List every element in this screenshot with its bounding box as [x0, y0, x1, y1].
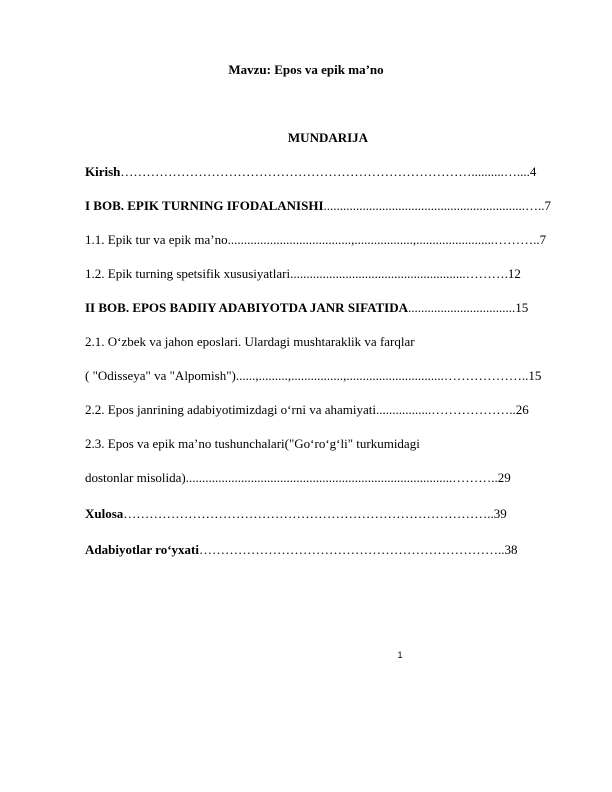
toc-entry-1-1: [85, 232, 571, 248]
toc-entry-page: 39: [493, 506, 507, 521]
toc-leader-dots: ………………………………………………………………………..........…....: [120, 164, 530, 179]
toc-leader-dots: ..............................................................…..: [323, 198, 545, 213]
toc-entry-page: 4: [529, 164, 537, 179]
toc-leader-dots: …………………………………………………………………………..: [123, 506, 494, 521]
toc-entry-1-2: [85, 266, 571, 282]
toc-entry-page: 7: [539, 232, 547, 247]
toc-entry-label: 2.1. O‘zbek va jahon eposlari. Ulardagi mushtaraklik va farqlar: [85, 334, 415, 349]
toc-entry-label: I BOB. EPIK TURNING IFODALANISHI: [85, 198, 324, 213]
toc-entry-label: dostonlar misolida): [85, 470, 186, 485]
toc-leader-dots: .................………………..: [375, 402, 516, 417]
toc-leader-dots: .................................: [408, 300, 516, 315]
toc-entry-page: 15: [528, 368, 542, 383]
toc-entry-page: 7: [544, 198, 552, 213]
toc-entry-page: 38: [504, 542, 518, 557]
toc-entry-2-3-cont: [85, 470, 571, 486]
toc-leader-dots: ..................................................................................………..: [185, 470, 498, 485]
toc-leader-dots: ......................................................……….: [290, 266, 508, 281]
toc-entry-2-1-cont: [85, 368, 571, 384]
toc-entry-label: 2.2. Epos janrining adabiyotimizdagi o‘rni va ahamiyati: [85, 402, 376, 417]
toc-entry-xulosa: [85, 506, 571, 522]
toc-entry-label: II BOB. EPOS BADIIY ADABIYOTDA JANR SIFATIDA: [85, 300, 409, 315]
page-number: 1: [397, 650, 403, 660]
toc-entry-adabiyotlar: [85, 542, 571, 558]
toc-entry-page: 12: [507, 266, 521, 281]
toc-leader-dots: ……………………………………………………………..: [199, 542, 505, 557]
toc-entry-label: Kirish: [85, 164, 121, 179]
toc-entry-label: 1.1. Epik tur va epik ma’no: [85, 232, 228, 247]
toc-entry-page: 29: [497, 470, 511, 485]
toc-entry-2-1: [85, 334, 571, 350]
toc-entry-chapter-1: [85, 198, 571, 214]
toc-entry-label: 2.3. Epos va epik ma’no tushunchalari("Go‘ro‘g‘li" turkumidagi: [85, 436, 420, 451]
toc-leader-dots: ......................................,..................,........................………..: [227, 232, 540, 247]
toc-entry-label: 1.2. Epik turning spetsifik xususiyatlari: [85, 266, 291, 281]
toc-entry-page: 15: [515, 300, 529, 315]
document-title: Mavzu: Epos va epik ma’no: [228, 62, 384, 77]
toc-heading: MUNDARIJA: [287, 130, 369, 145]
toc-entry-chapter-2: [85, 300, 571, 316]
toc-entry-label: Xulosa: [85, 506, 124, 521]
toc-entry-page: 26: [515, 402, 529, 417]
toc-entry-label: ( "Odisseya" va "Alpomish"): [85, 368, 236, 383]
toc-entry-kirish: [85, 164, 571, 180]
toc-entry-2-2: [85, 402, 571, 418]
toc-entry-2-3: [85, 436, 571, 452]
toc-leader-dots: ......,.........,................,..............................………………..: [235, 368, 529, 383]
toc-entry-label: Adabiyotlar ro‘yxati: [85, 542, 199, 557]
